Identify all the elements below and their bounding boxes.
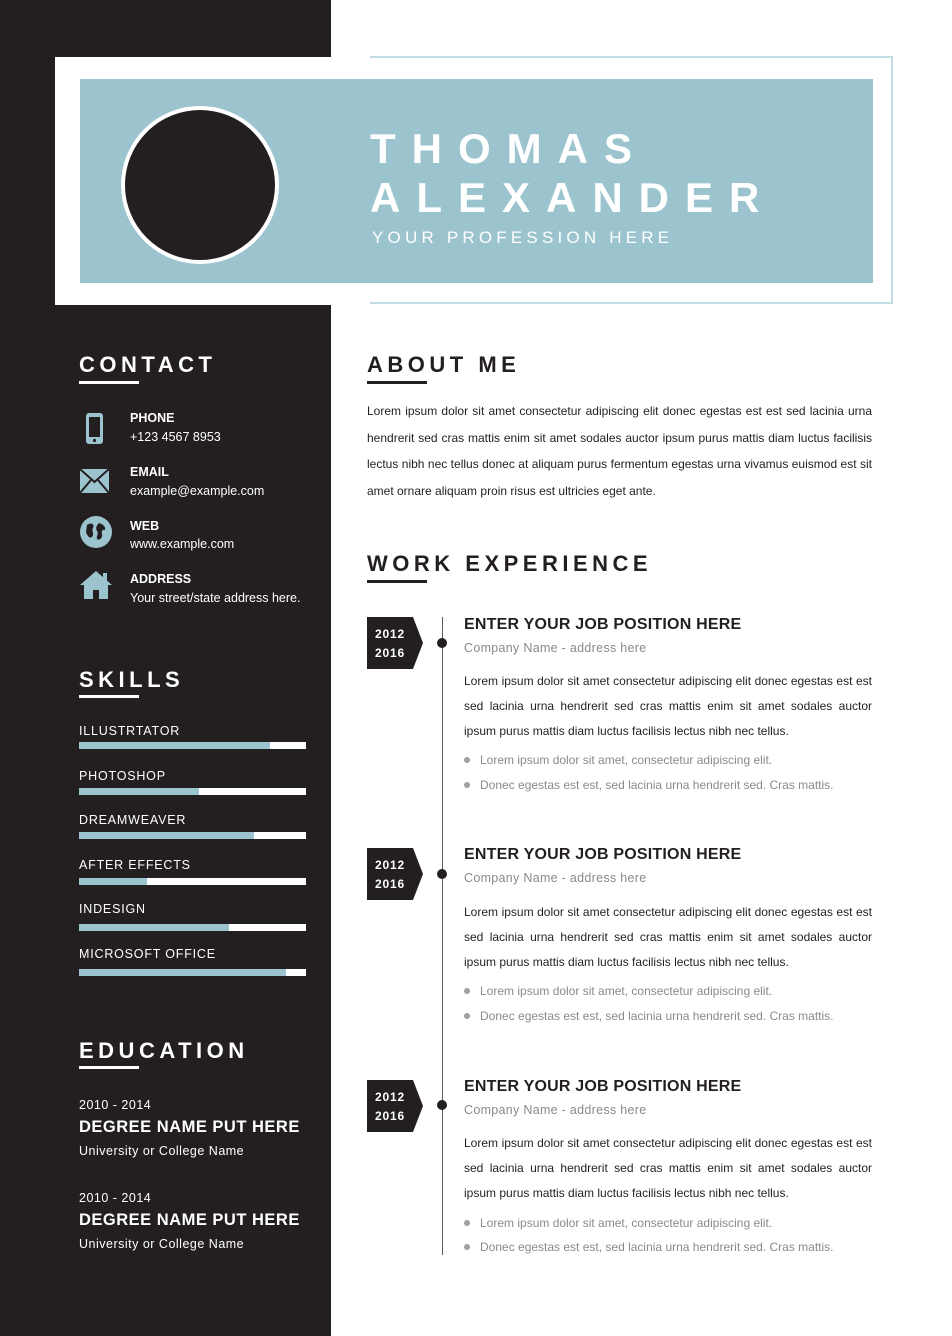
timeline-dot bbox=[437, 1100, 447, 1110]
last-name: ALEXANDER bbox=[370, 174, 776, 221]
skill-bar-fill bbox=[79, 878, 147, 885]
skill-label: PHOTOSHOP bbox=[79, 769, 166, 783]
timeline-line bbox=[442, 617, 443, 1255]
job-bullet bbox=[464, 1216, 772, 1230]
job-bullet bbox=[464, 778, 834, 792]
year-tag bbox=[367, 1080, 424, 1132]
bullet-dot bbox=[464, 1013, 470, 1019]
education-degree: DEGREE NAME PUT HERE bbox=[79, 1118, 300, 1136]
timeline-dot bbox=[437, 638, 447, 648]
web-value: www.example.com bbox=[130, 537, 235, 551]
job-title: ENTER YOUR JOB POSITION HERE bbox=[464, 1078, 742, 1095]
year-tag bbox=[367, 617, 424, 669]
skill-label: ILLUSTRTATOR bbox=[79, 724, 181, 738]
job-company: Company Name - address here bbox=[464, 1103, 647, 1117]
skill-label: DREAMWEAVER bbox=[79, 813, 187, 827]
job-description: Lorem ipsum dolor sit amet consectetur adipiscing elit donec egestas est est sed lacinia urna hendrerit sed cras mattis enim sit amet sodales auctor ipsum purus mattis diam luctus facilisis lectus nibh nec tellus. bbox=[464, 674, 872, 738]
job-bullet bbox=[464, 753, 772, 767]
timeline-dot bbox=[437, 869, 447, 879]
address-value: Your street/state address here. bbox=[130, 591, 301, 605]
job-title: ENTER YOUR JOB POSITION HERE bbox=[464, 616, 742, 633]
job-company: Company Name - address here bbox=[464, 871, 647, 885]
about-text: Lorem ipsum dolor sit amet consectetur adipiscing elit donec egestas est est sed lacinia urna hendrerit sed cras mattis enim sit amet sodales auctor ipsum purus mattis diam luctus facilisis lectus nibh nec tellus donec at aliquam purus fermentum egestas urna vivamus euismod est sit amet ornare aliquam proin risus est ultricies eget ante. bbox=[367, 404, 872, 498]
education-school: University or College Name bbox=[79, 1237, 245, 1251]
year-start: 2012 bbox=[375, 627, 405, 641]
skill-bar-fill bbox=[79, 969, 286, 976]
email-value: example@example.com bbox=[130, 484, 265, 498]
avatar bbox=[121, 106, 279, 264]
job-bullet bbox=[464, 1240, 834, 1254]
job-bullet-text: Lorem ipsum dolor sit amet, consectetur adipiscing elit. bbox=[480, 753, 773, 767]
year-start: 2012 bbox=[375, 858, 405, 872]
education-heading: EDUCATION bbox=[79, 1038, 249, 1063]
work-rule bbox=[367, 580, 427, 583]
skill-bar bbox=[79, 878, 306, 885]
bullet-dot bbox=[464, 988, 470, 994]
home-icon bbox=[79, 569, 111, 601]
job-bullet-text: Lorem ipsum dolor sit amet, consectetur adipiscing elit. bbox=[480, 984, 773, 998]
bullet-dot bbox=[464, 782, 470, 788]
about-rule bbox=[367, 381, 427, 384]
job-company: Company Name - address here bbox=[464, 641, 647, 655]
contact-heading: CONTACT bbox=[79, 352, 217, 377]
email-icon bbox=[79, 467, 111, 499]
phone-value: +123 4567 8953 bbox=[130, 430, 221, 444]
phone-icon bbox=[79, 412, 111, 444]
job-bullet bbox=[464, 984, 772, 998]
globe-icon bbox=[79, 515, 111, 547]
bullet-dot bbox=[464, 1220, 470, 1226]
email-label: EMAIL bbox=[130, 465, 169, 479]
year-end: 2016 bbox=[375, 877, 405, 891]
skill-bar bbox=[79, 924, 306, 931]
skill-bar bbox=[79, 832, 306, 839]
job-bullet bbox=[464, 1009, 834, 1023]
year-tag bbox=[367, 848, 424, 900]
about-heading: ABOUT ME bbox=[367, 352, 521, 377]
address-label: ADDRESS bbox=[130, 572, 192, 586]
job-title: ENTER YOUR JOB POSITION HERE bbox=[464, 846, 742, 863]
skill-bar bbox=[79, 788, 306, 795]
skill-label: INDESIGN bbox=[79, 902, 146, 916]
education-rule bbox=[79, 1066, 139, 1069]
work-heading: WORK EXPERIENCE bbox=[367, 551, 653, 576]
job-bullet-text: Lorem ipsum dolor sit amet, consectetur adipiscing elit. bbox=[480, 1216, 773, 1230]
contact-rule bbox=[79, 381, 139, 384]
skill-label: MICROSOFT OFFICE bbox=[79, 947, 216, 961]
skill-bar-fill bbox=[79, 924, 229, 931]
education-years: 2010 - 2014 bbox=[79, 1191, 152, 1205]
phone-label: PHONE bbox=[130, 411, 175, 425]
profession: YOUR PROFESSION HERE bbox=[372, 228, 674, 247]
skill-bar bbox=[79, 969, 306, 976]
first-name: THOMAS bbox=[370, 125, 648, 172]
year-end: 2016 bbox=[375, 646, 405, 660]
skill-bar-fill bbox=[79, 788, 199, 795]
job-description: Lorem ipsum dolor sit amet consectetur adipiscing elit donec egestas est est sed lacinia urna hendrerit sed cras mattis enim sit amet sodales auctor ipsum purus mattis diam luctus facilisis lectus nibh nec tellus. bbox=[464, 1136, 872, 1200]
skill-bar-fill bbox=[79, 742, 270, 749]
year-start: 2012 bbox=[375, 1090, 405, 1104]
bullet-dot bbox=[464, 1244, 470, 1250]
education-degree: DEGREE NAME PUT HERE bbox=[79, 1211, 300, 1229]
skills-heading: SKILLS bbox=[79, 667, 185, 692]
skill-bar bbox=[79, 742, 306, 749]
web-label: WEB bbox=[130, 519, 160, 533]
skill-bar-fill bbox=[79, 832, 254, 839]
skills-rule bbox=[79, 695, 139, 698]
bullet-dot bbox=[464, 757, 470, 763]
skill-label: AFTER EFFECTS bbox=[79, 858, 191, 872]
job-bullet-text: Donec egestas est est, sed lacinia urna hendrerit sed. Cras mattis. bbox=[480, 778, 834, 792]
education-school: University or College Name bbox=[79, 1144, 245, 1158]
job-description: Lorem ipsum dolor sit amet consectetur adipiscing elit donec egestas est est sed lacinia urna hendrerit sed cras mattis enim sit amet sodales auctor ipsum purus mattis diam luctus facilisis lectus nibh nec tellus. bbox=[464, 905, 872, 969]
year-end: 2016 bbox=[375, 1109, 405, 1123]
job-bullet-text: Donec egestas est est, sed lacinia urna hendrerit sed. Cras mattis. bbox=[480, 1240, 834, 1254]
education-years: 2010 - 2014 bbox=[79, 1098, 152, 1112]
job-bullet-text: Donec egestas est est, sed lacinia urna hendrerit sed. Cras mattis. bbox=[480, 1009, 834, 1023]
